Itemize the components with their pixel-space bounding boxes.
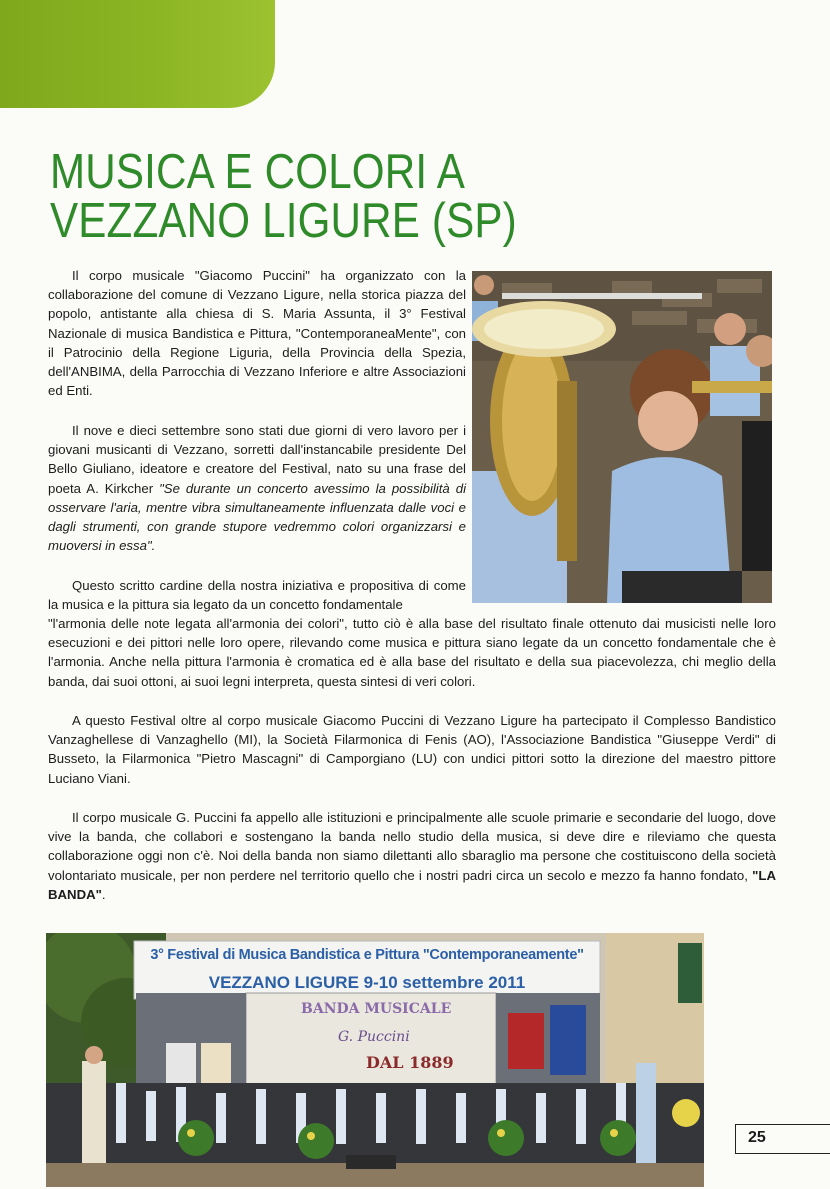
paragraph-3-start: Questo scritto cardine della nostra iniziativa e propositiva di come la musica e la pittura sia legato da un concetto fondamentale <box>48 578 466 613</box>
sign-line-2: G. Puccini <box>338 1029 410 1045</box>
paragraph-2 <box>48 421 466 555</box>
sign-line-1: BANDA MUSICALE <box>301 1001 452 1017</box>
photo-festival-stage <box>46 933 704 1187</box>
paragraph-4: A questo Festival oltre al corpo musicale Giacomo Puccini di Vezzano Ligure ha partecipato il Complesso Bandistico Vanzaghellese di Vanzaghello (MI), la Società Filarmonica di Fenis (AO), l'Associazione Bandistica "Giuseppe Verdi" di Busseto, la Filarmonica "Pietro Mascagni" di Camporgiano (LU) con undici pittori sotto la direzione del maestro pittore Luciano Viani. <box>48 713 776 786</box>
sign-line-3: DAL 1889 <box>366 1053 454 1072</box>
la-banda-emphasis: "LA BANDA" <box>48 867 776 902</box>
kircher-quote: "Se durante un concerto avessimo la possibilità di osservare l'aria, mentre vibra simultaneamente influenzata dalle voci e dagli strumenti, con grande stupore vedremmo colori organizzarsi e muoversi in essa". <box>48 480 466 554</box>
banner-line-2: VEZZANO LIGURE 9-10 settembre 2011 <box>208 973 526 992</box>
paragraph-3-rest: "l'armonia delle note legata all'armonia dei colori", tutto ciò è alla base del risultato finale ottenuto dai musicisti nelle loro esecuzioni e dei pittori nelle loro opere, rilevando come musica e pittura siano legate da un concetto fondamentale che è l'armonia. Anche nella pittura l'armonia è cromatica ed è alla base del risultato e della sua piacevolezza, chi meglio della banda, dai suoi ottoni, ai suoi legni interpreta, questa sintesi di veri colori. <box>48 616 776 689</box>
banner-line-1: 3° Festival di Musica Bandistica e Pittura "Contemporaneamente" <box>150 947 584 963</box>
article-title: MUSICA E COLORI A VEZZANO LIGURE (SP) <box>50 145 517 248</box>
photo-band-tuba <box>472 271 772 603</box>
paragraph-2-intro: Il nove e dieci settembre sono stati due giorni di vero lavoro per i giovani musicanti di Vezzano, sorretti dall'instancabile presidente Del Bello Giuliano, ideatore e creatore del Festival, nato su una frase del poeta A. Kirkcher <box>48 423 466 496</box>
paragraph-5-end: . <box>101 886 106 902</box>
paragraph-5-text: Il corpo musicale G. Puccini fa appello alle istituzioni e principalmente alle scuole primarie e secondarie del luogo, dove vive la banda, che collabori e sostengano la banda nello studio della musica, si deve dire e rileviamo che questa collaborazione oggi non c'è. Noi della banda non siamo dilettanti allo sbaraglio ma persone che costituiscono della società volontariato musicale, per non perdere nel territorio quello che i nostri padri circa un secolo e mezzo fa hanno fondato, <box>48 810 776 883</box>
paragraph-1: Il corpo musicale "Giacomo Puccini" ha organizzato con la collaborazione del comune di Vezzano Ligure, nella storica piazza del popolo, antistante alla chiesa di S. Maria Assunta, il 3° Festival Nazionale di musica Bandistica e Pittura, "ContemporaneaMente", con il Patrocinio della Regione Liguria, della Provincia della Spezia, dell'ANBIMA, della Parrocchia di Vezzano Inferiore e altre Associazioni ed Enti. <box>48 268 466 399</box>
green-header-tab <box>0 0 275 108</box>
paragraph-5 <box>48 808 776 904</box>
page-number: 25 <box>748 1129 766 1146</box>
